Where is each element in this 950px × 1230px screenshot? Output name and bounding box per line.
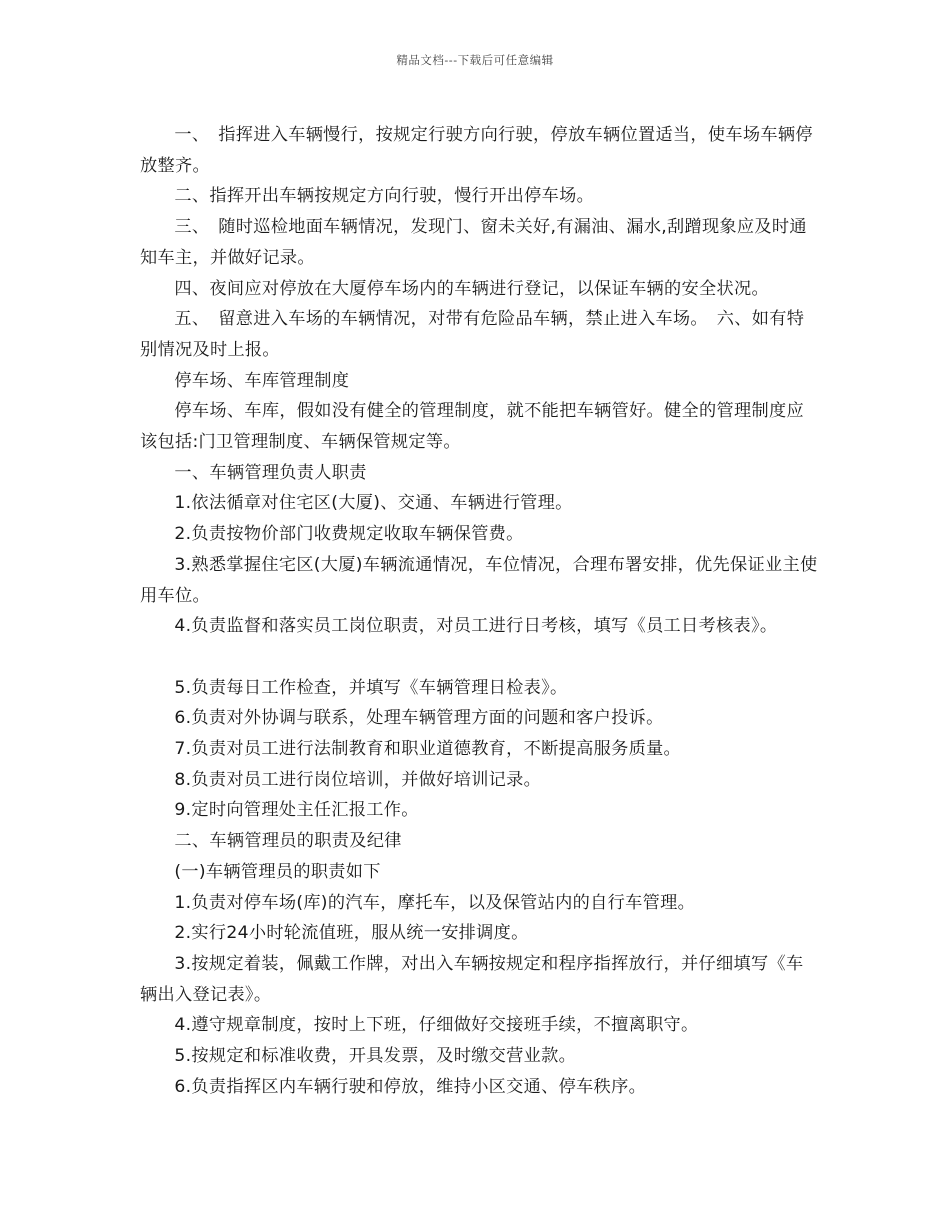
list-item: 9.定时向管理处主任汇报工作。	[174, 800, 419, 821]
blank-line	[140, 642, 820, 673]
paragraph: 一、 指挥进入车辆慢行，按规定行驶方向行驶，停放车辆位置适当，使车场车辆停放整齐。	[140, 125, 813, 176]
paragraph: 五、 留意进入车场的车辆情况，对带有危险品车辆，禁止进入车场。 六、如有特别情况及时上报。	[140, 309, 805, 360]
paragraph: 四、夜间应对停放在大厦停车场内的车辆进行登记，以保证车辆的安全状况。	[174, 278, 769, 299]
list-item: 5.负责每日工作检查，并填写《车辆管理日检表》。	[174, 677, 568, 698]
list-item: 7.负责对员工进行法制教育和职业道德教育，不断提高服务质量。	[174, 739, 682, 760]
list-item: 2.实行24小时轮流值班，服从统一安排调度。	[174, 923, 529, 944]
section-title: 停车场、车库管理制度	[174, 370, 350, 391]
list-item: 2.负责按物价部门收费规定收取车辆保管费。	[174, 524, 524, 545]
list-item: 6.负责对外协调与联系，处理车辆管理方面的问题和客户投诉。	[174, 708, 664, 729]
paragraph: 二、指挥开出车辆按规定方向行驶，慢行开出停车场。	[174, 186, 595, 207]
list-item: 5.按规定和标准收费，开具发票，及时缴交营业款。	[174, 1046, 577, 1067]
list-item: 1.负责对停车场(库)的汽车，摩托车，以及保管站内的自行车管理。	[174, 892, 696, 913]
list-item: 1.依法循章对住宅区(大厦)、交通、车辆进行管理。	[174, 493, 573, 514]
list-item: 4.负责监督和落实员工岗位职责，对员工进行日考核，填写《员工日考核表》。	[174, 616, 778, 637]
list-item: 3.熟悉掌握住宅区(大厦)车辆流通情况，车位情况，合理布署安排，优先保证业主使用车位。	[140, 554, 818, 606]
subsection-heading: (一)车辆管理员的职责如下	[174, 861, 381, 882]
list-item: 3.按规定着装，佩戴工作牌，对出入车辆按规定和程序指挥放行，并仔细填写《车辆出入登记表》。	[140, 953, 804, 1005]
list-item: 4.遵守规章制度，按时上下班，仔细做好交接班手续，不擅离职守。	[174, 1015, 699, 1036]
document-body	[140, 120, 820, 1102]
paragraph: 停车场、车库，假如没有健全的管理制度，就不能把车辆管好。健全的管理制度应该包括:门卫管理制度、车辆保管规定等。	[140, 401, 804, 453]
page-header: 精品文档---下载后可任意编辑	[396, 53, 554, 67]
section-heading: 二、车辆管理员的职责及纪律	[174, 831, 402, 852]
section-heading: 一、车辆管理负责人职责	[174, 462, 367, 483]
list-item: 8.负责对员工进行岗位培训，并做好培训记录。	[174, 769, 542, 790]
paragraph: 三、 随时巡检地面车辆情况，发现门、窗未关好,有漏油、漏水,刮蹭现象应及时通知车主，并做好记录。	[140, 217, 807, 268]
list-item: 6.负责指挥区内车辆行驶和停放，维持小区交通、停车秩序。	[174, 1076, 647, 1097]
